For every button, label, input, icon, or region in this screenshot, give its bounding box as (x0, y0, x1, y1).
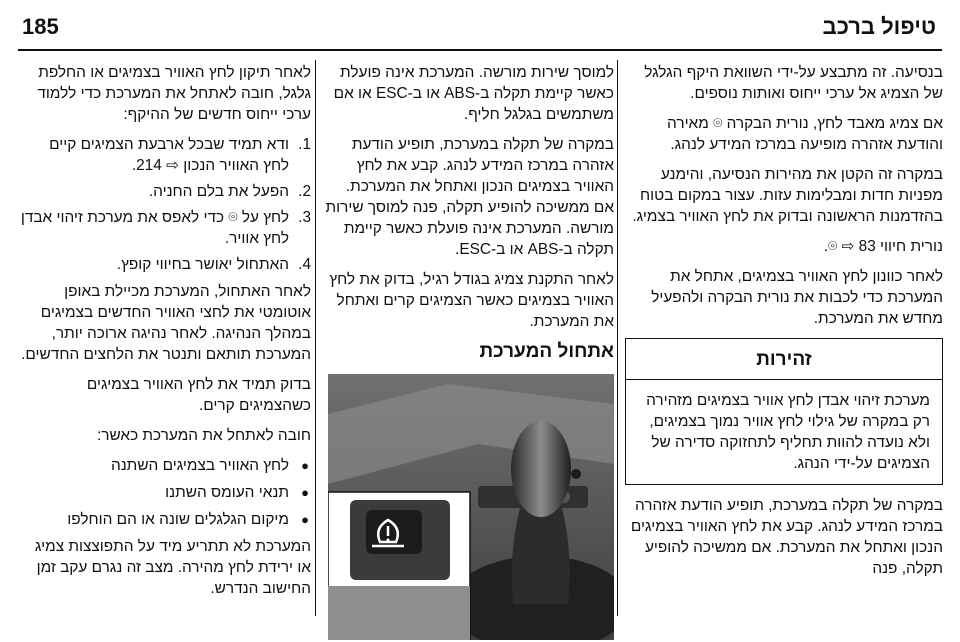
paragraph: לאחר כוונון לחץ האוויר בצמיגים, אתחל את המערכת כדי לכבות את נורית הבקרה ולהפעיל מחדש את המערכת. (651, 268, 943, 327)
steps-list (20, 134, 311, 275)
list-item (20, 254, 311, 275)
step-text: האתחול יאושר בחיווי קופץ. (116, 256, 289, 273)
paragraph: לאחר התקנת צמיג בגודל רגיל, בדוק את לחץ האוויר בצמיגים כאשר הצמיגים קרים ואתחל את המערכת. (329, 271, 614, 330)
list-item (20, 181, 311, 202)
paragraph: חובה לאתחל את המערכת כאשר: (96, 427, 311, 444)
section-heading: אתחול המערכת (479, 341, 614, 362)
warning-title: זהירות (626, 339, 942, 380)
step-text: הפעל את בלם החניה. (148, 183, 289, 200)
warning-body: מערכת זיהוי אבדן לחץ אוויר בצמיגים מזהירה רק במקרה של גילוי לחץ אוויר נמוך בצמיגים, ולא נועדה להוות תחליף לתחזוקה סדירה של הצמיגים על-ידי הנהג. (646, 392, 930, 472)
warning-box (625, 338, 943, 485)
console-photo (328, 374, 614, 640)
conditions-list (20, 455, 311, 530)
paragraph: במקרה של תקלה במערכת, תופיע הודעת אזהרה במרכז המידע לנהג. קבע את לחץ האוויר בצמיגים הנכון ואתחל את המערכת. אם ממשיכה להופיע תקלה, פנה (630, 497, 943, 577)
paragraph: במקרה זה הקטן את מהירות הנסיעה, והימנע מפניות חדות ומבלימות עזות. עצור במקום בטוח בהזדמנות הראשונה ובדוק את לחץ האוויר בצמיג. (632, 166, 943, 225)
paragraph: לאחר האתחול, המערכת מכיילת באופן אוטומטי את לחצי האוויר החדשים בצמיגים במהלך הנהיגה. לאחר נהיגה ארוכה יותר, המערכת תותאם ותנטר את הלחצים החדשים. (21, 283, 311, 363)
step-number: 3. (298, 209, 311, 226)
step-number: 2. (298, 183, 311, 200)
paragraph: לאחר תיקון לחץ האוויר בצמיגים או החלפת גלגל, חובה לאתחל את המערכת כדי ללמוד ערכי ייחוס חדשים של ההיקף: (37, 64, 311, 123)
column-left (20, 62, 311, 608)
paragraph: נורית חיווי ⌾ ⇨ 83. (823, 238, 943, 255)
column-middle (322, 62, 614, 640)
column-divider-left (315, 60, 316, 616)
step-text: ודא תמיד שבכל ארבעת הצמיגים קיים לחץ האוויר הנכון ⇨ 214. (49, 136, 289, 174)
paragraph: בנסיעה. זה מתבצע על-ידי השוואת היקף הגלגל של הצמיג אל ערכי ייחוס ואותות נוספים. (644, 64, 943, 102)
paragraph: בדוק תמיד את לחץ האוויר בצמיגים כשהצמיגים קרים. (86, 376, 311, 414)
gear-shifter-illustration (328, 374, 614, 640)
column-divider-right (617, 60, 618, 616)
paragraph: אם צמיג מאבד לחץ, נורית הבקרה ⌾ מאירה והודעת אזהרה מופיעה במרכז המידע לנהג. (667, 115, 943, 153)
list-item (20, 207, 311, 249)
section-title: טיפול ברכב (822, 14, 936, 39)
paragraph: המערכת לא תתריע מיד על התפוצצות צמיג או ירידת לחץ מהירה. מצב זה נגרם עקב זמן החישוב הנדרש. (34, 538, 311, 597)
paragraph: למוסך שירות מורשה. המערכת אינה פועלת כאשר קיימת תקלה ב-ABS או ב-ESC או אם משתמשים בגלגל חליף. (333, 64, 614, 123)
paragraph: במקרה של תקלה במערכת, תופיע הודעת אזהרה במרכז המידע לנהג. קבע את לחץ האוויר בצמיגים הנכון ואתחל את המערכת. אם ממשיכה להופיע תקלה, פנה למוסך שירות מורשה. המערכת אינה פועלת כאשר קיימת תקלה ב-ABS או ב-ESC. (325, 136, 614, 258)
page-header (0, 0, 960, 50)
list-item: ● תנאי העומס השתנו (20, 482, 311, 503)
list-item: ● מיקום הגלגלים שונה או הם הוחלפו (20, 509, 311, 530)
step-number: 4. (298, 256, 311, 273)
list-item (20, 134, 311, 176)
list-item: ● לחץ האוויר בצמיגים השתנה (20, 455, 311, 476)
page-number: 185 (22, 14, 59, 39)
step-text: לחץ על ⌾ כדי לאפס את מערכת זיהוי אבדן לחץ אוויר. (20, 209, 289, 247)
step-number: 1. (298, 136, 311, 153)
column-right (625, 62, 943, 588)
header-rule (18, 49, 942, 51)
